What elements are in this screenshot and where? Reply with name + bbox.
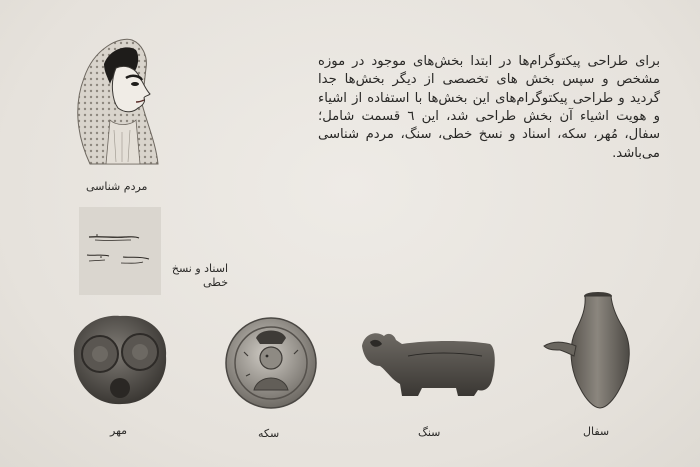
stone-animal-image <box>358 326 498 398</box>
coin-image <box>224 316 318 410</box>
coin-caption: سکه <box>258 427 280 440</box>
documents-manuscript-image <box>79 207 161 295</box>
seal-image <box>68 312 172 408</box>
description-paragraph: برای طراحی پیکتوگرام‌ها در ابتدا بخش‌های موجود در موزه مشخص و سپس بخش های تخصصی از دیگر بخش‌ها جدا گردید و طراحی پیکتوگرام‌های این بخش‌ها با استفاده از اشیاء و هویت اشیاء آن بخش طراحی شد، این ٦ قسمت شامل؛ سفال، مُهر، سکه، اسناد و نسخ خطی، سنگ، مردم شناسی می‌باشد. <box>318 54 660 161</box>
ethnography-portrait-image <box>70 34 160 168</box>
documents-caption: اسناد و نسخ خطی <box>171 262 228 289</box>
pottery-vessel-image <box>540 290 636 412</box>
ethnography-caption: مردم شناسی <box>86 180 148 193</box>
seal-caption: مهر <box>110 424 128 437</box>
stone-caption: سنگ <box>418 426 441 439</box>
pottery-caption: سفال <box>583 425 610 438</box>
